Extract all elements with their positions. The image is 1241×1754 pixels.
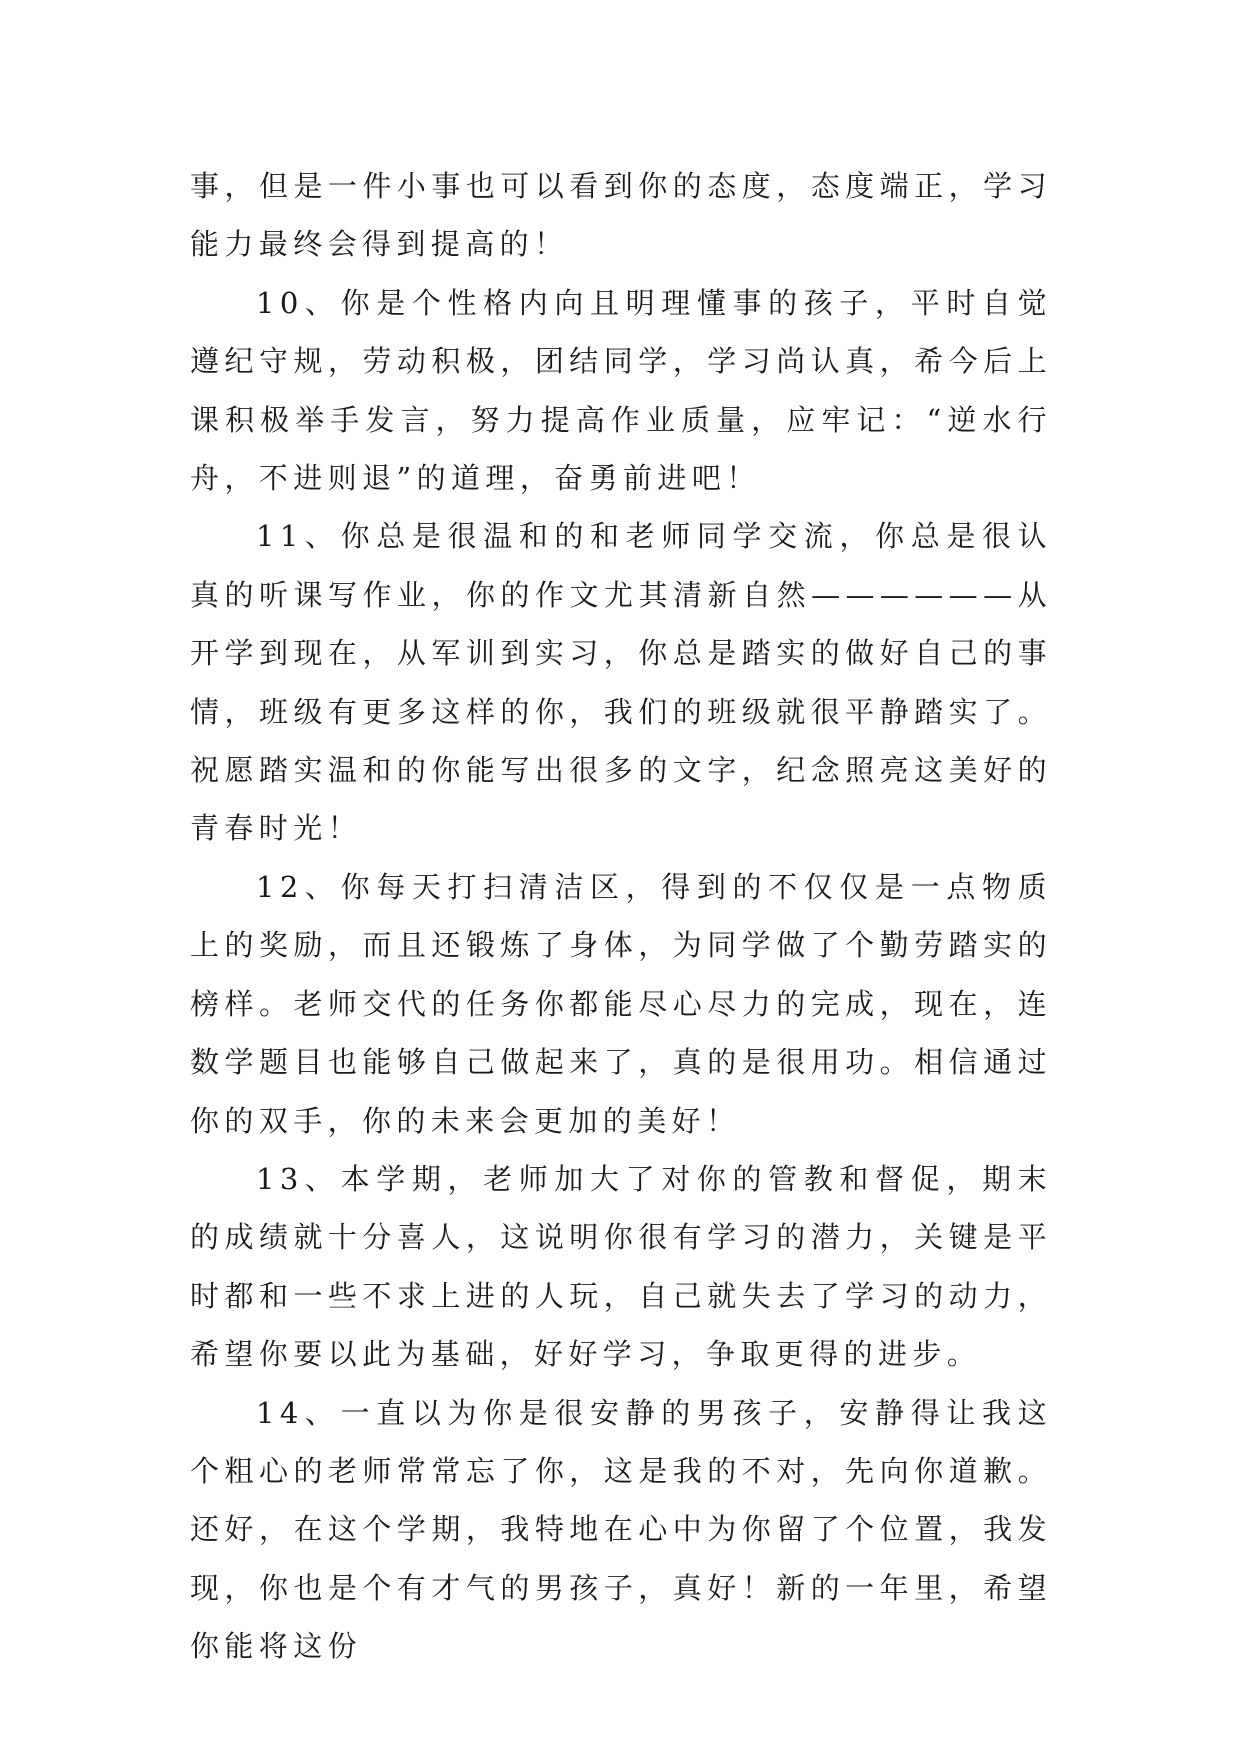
paragraph-10: 10、你是个性格内向且明理懂事的孩子，平时自觉遵纪守规，劳动积极，团结同学，学习尚认真，希今后上课积极举手发言，努力提高作业质量，应牢记：“逆水行舟，不进则退”的道理，奋勇前进吧！	[190, 285, 1052, 496]
paragraph-14: 14、一直以为你是很安静的男孩子，安静得让我这个粗心的老师常常忘了你，这是我的不对，先向你道歉。还好，在这个学期，我特地在心中为你留了个位置，我发现，你也是个有才气的男孩子，真好！新的一年里，希望你能将这份	[190, 1395, 1052, 1664]
paragraph-12: 12、你每天打扫清洁区，得到的不仅仅是一点物质上的奖励，而且还锻炼了身体，为同学做了个勤劳踏实的榜样。老师交代的任务你都能尽心尽力的完成，现在，连数学题目也能够自己做起来了，真的是很用功。相信通过你的双手，你的未来会更加的美好！	[190, 869, 1052, 1138]
paragraph-13: 13、本学期，老师加大了对你的管教和督促，期末的成绩就十分喜人，这说明你很有学习的潜力，关键是平时都和一些不求上进的人玩，自己就失去了学习的动力，希望你要以此为基础，好好学习，争取更得的进步。	[190, 1161, 1052, 1372]
paragraph-continued: 事，但是一件小事也可以看到你的态度，态度端正，学习能力最终会得到提高的！	[190, 169, 1052, 262]
paragraph-11: 11、你总是很温和的和老师同学交流，你总是很认真的听课写作业，你的作文尤其清新自然——————从开学到现在，从军训到实习，你总是踏实的做好自己的事情，班级有更多这样的你，我们的班级就很平静踏实了。祝愿踏实温和的你能写出很多的文字，纪念照亮这美好的青春时光！	[190, 519, 1052, 846]
document-body	[190, 157, 1052, 1676]
